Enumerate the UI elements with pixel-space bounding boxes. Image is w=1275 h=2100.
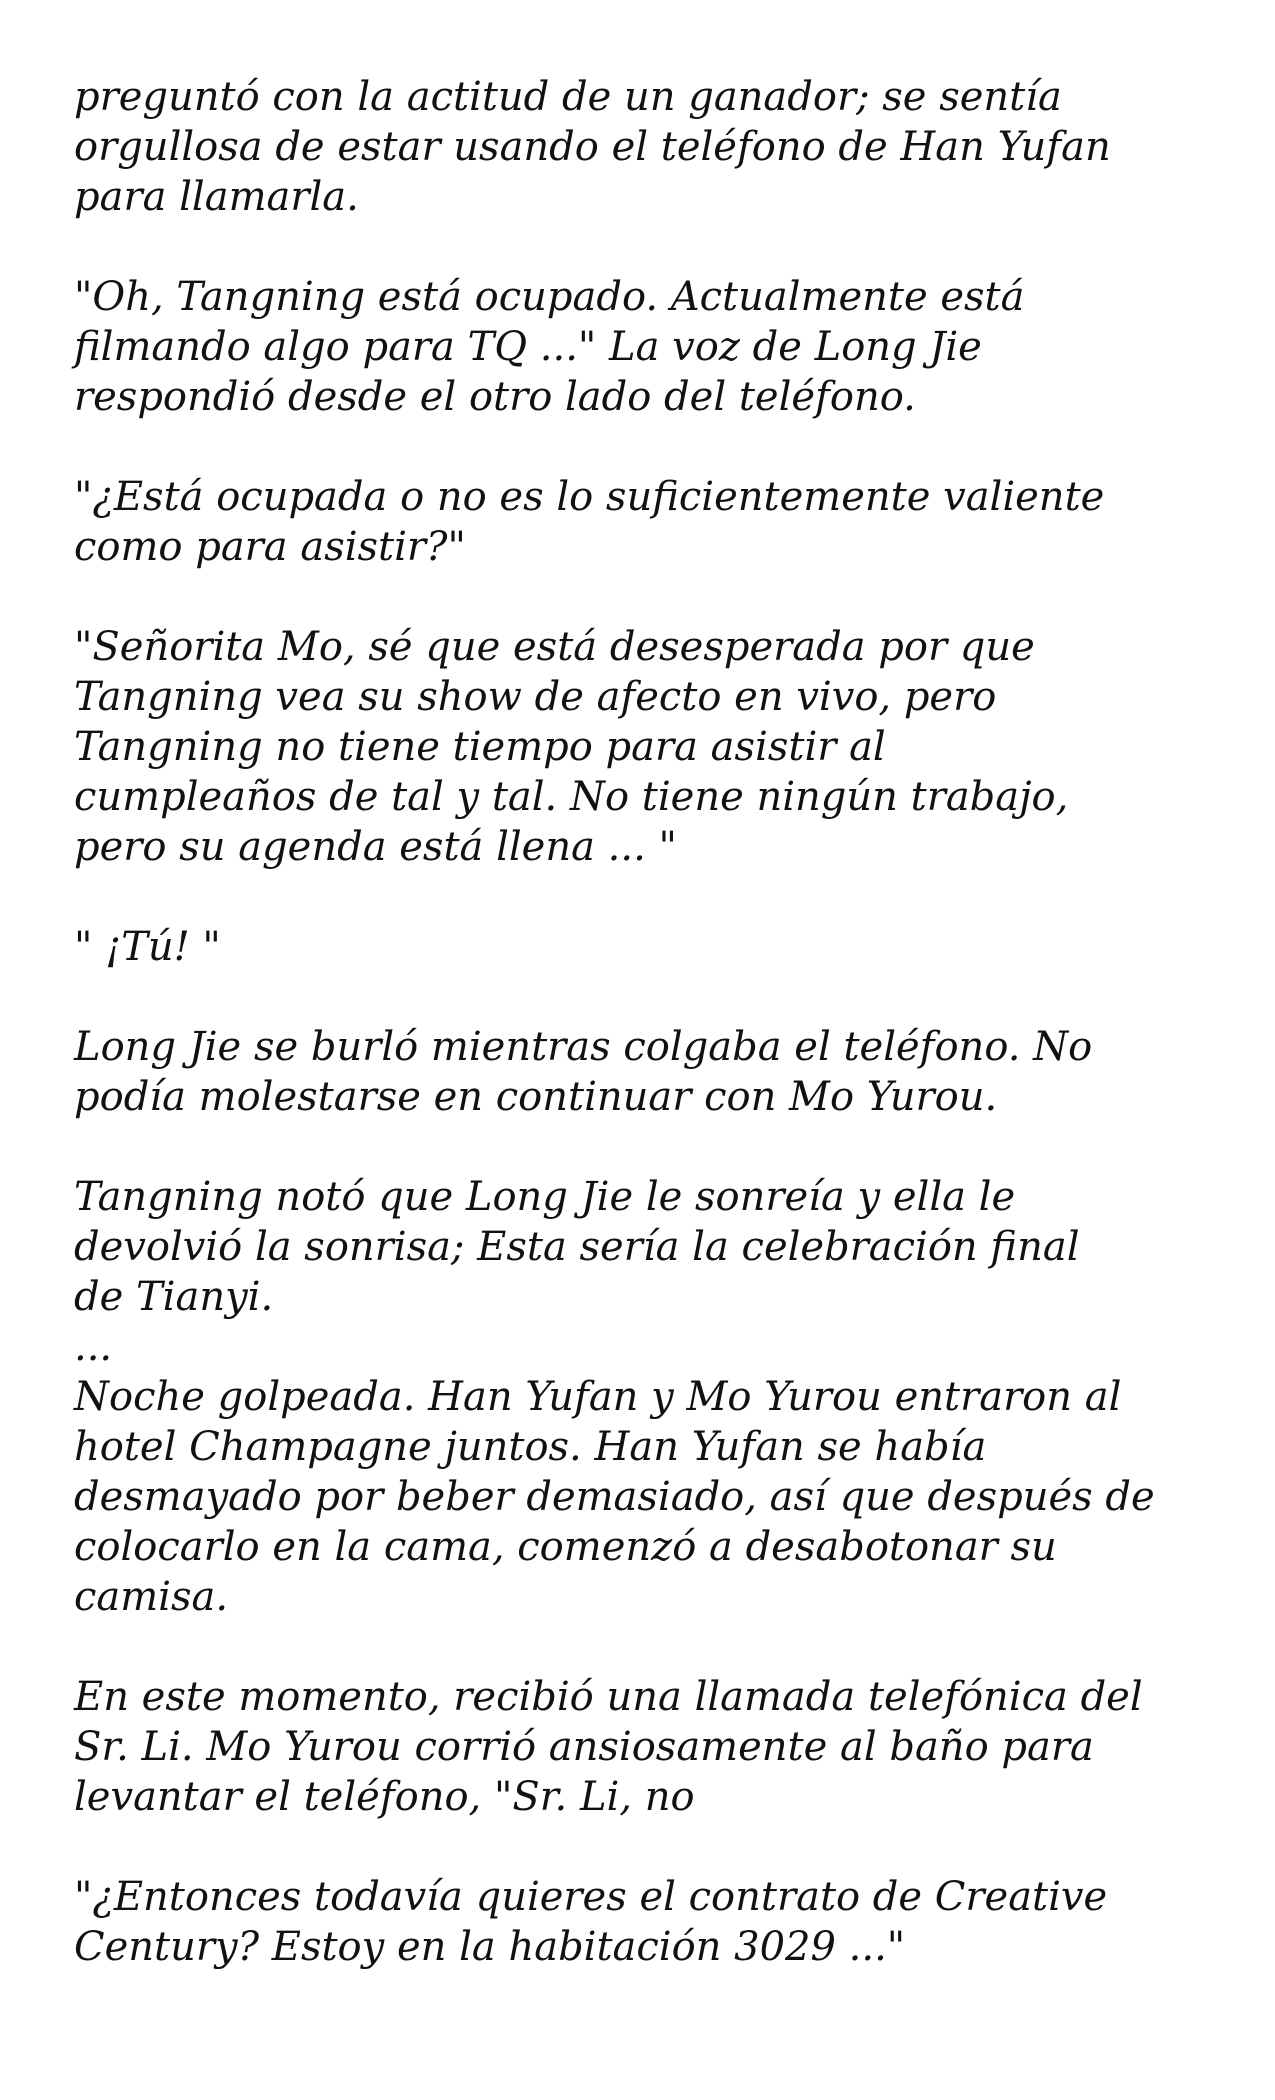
paragraph-5: " ¡Tú! "	[74, 924, 221, 970]
paragraph-7: Tangning notó que Long Jie le sonreía y ella le devolvió la sonrisa; Esta sería la celebración final de Tianyi.	[74, 1174, 1080, 1320]
paragraph-2: "Oh, Tangning está ocupado. Actualmente está filmando algo para TQ ..." La voz de Long Jie respondió desde el otro lado del teléfono.	[74, 274, 1025, 420]
paragraph-6: Long Jie se burló mientras colgaba el teléfono. No podía molestarse en continuar con Mo Yurou.	[74, 1024, 1093, 1120]
paragraph-4: "Señorita Mo, sé que está desesperada por que Tangning vea su show de afecto en vivo, pero Tangning no tiene tiempo para asistir al cumpleaños de tal y tal. No tiene ningún trabajo, pero su agenda está llena ... "	[74, 624, 1069, 870]
scene-break: ...	[74, 1324, 113, 1370]
paragraph-1: preguntó con la actitud de un ganador; se sentía orgullosa de estar usando el teléfono de Han Yufan para llamarla.	[74, 74, 1111, 220]
paragraph-3: "¿Está ocupada o no es lo suficientemente valiente como para asistir?"	[74, 474, 1105, 570]
document-page	[74, 72, 1224, 2022]
paragraph-10: "¿Entonces todavía quieres el contrato de Creative Century? Estoy en la habitación 3029 ..."	[74, 1874, 1108, 1970]
paragraph-9: En este momento, recibió una llamada telefónica del Sr. Li. Mo Yurou corrió ansiosamente al baño para levantar el teléfono, "Sr. Li, no	[74, 1674, 1143, 1820]
paragraph-8: Noche golpeada. Han Yufan y Mo Yurou entraron al hotel Champagne juntos. Han Yufan se había desmayado por beber demasiado, así que después de colocarlo en la cama, comenzó a desabotonar su camisa.	[74, 1374, 1155, 1620]
